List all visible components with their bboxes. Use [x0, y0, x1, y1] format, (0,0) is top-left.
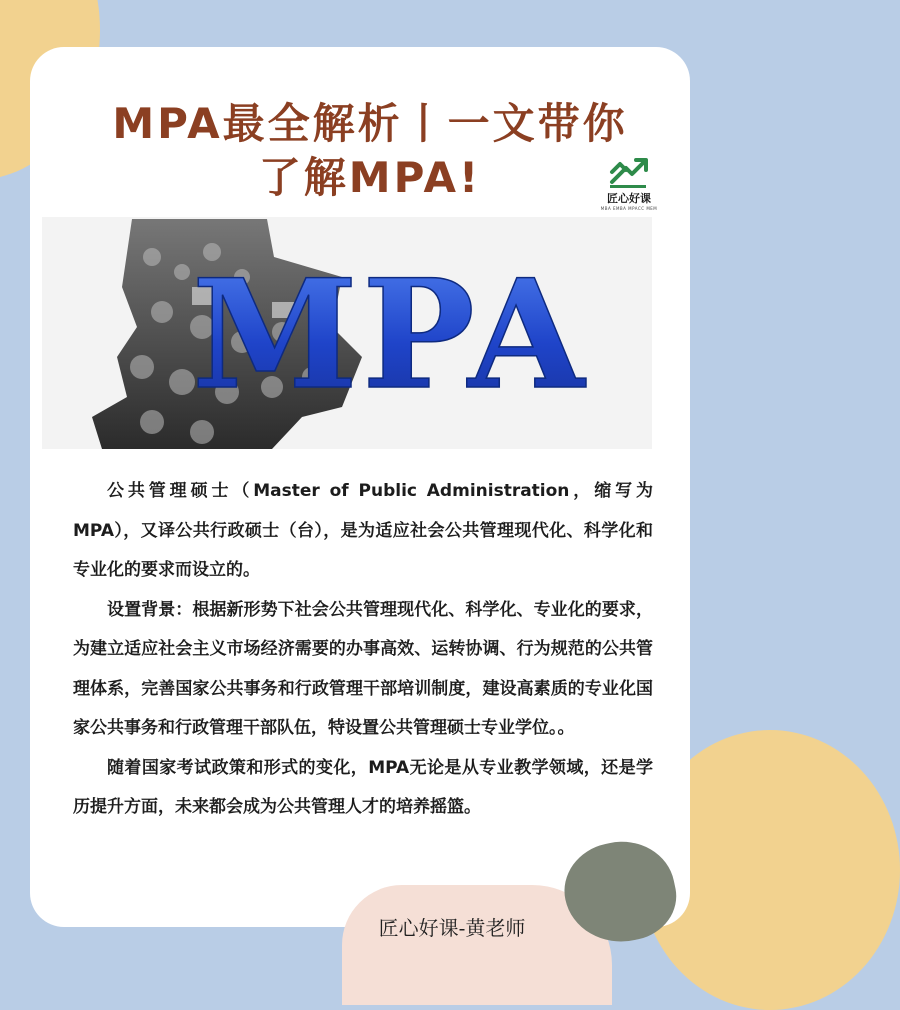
arrow-logo-icon [606, 152, 652, 192]
poster-card [30, 47, 690, 940]
article-body [73, 472, 653, 828]
page-title [70, 97, 670, 205]
brand-logo [593, 152, 665, 227]
hero-image [42, 217, 652, 449]
logo-name: 匠心好课 [607, 192, 651, 205]
paragraph-background: 设置背景：根据新形势下社会公共管理现代化、科学化、专业化的要求，为建立适应社会主义市场经济需要的办事高效、运转协调、行为规范的公共管理体系，完善国家公共事务和行政管理干部培训制度，建设高素质的专业化国家公共事务和行政管理干部队伍，特设置公共管理硕士专业学位。。 [73, 599, 653, 738]
title-line-1: MPA最全解析丨一文带你 [112, 99, 628, 148]
crowd-photo-collage [42, 217, 652, 449]
hero-mpa-text: MPA [192, 247, 589, 423]
author-signature: 匠心好课-黄老师 [378, 916, 526, 940]
paragraph-outlook: 随着国家考试政策和形式的变化，MPA无论是从专业教学领域，还是学历提升方面，未来都会成为公共管理人才的培养摇篮。 [73, 757, 653, 817]
logo-tagline: MBA EMBA MPACC MEM [600, 206, 658, 211]
paragraph-intro: 公共管理硕士（Master of Public Administration，缩写为MPA），又译公共行政硕士（台），是为适应社会公共管理现代化、科学化和专业化的要求而设立的。 [73, 481, 653, 580]
title-line-2: 了解MPA! [258, 153, 482, 202]
